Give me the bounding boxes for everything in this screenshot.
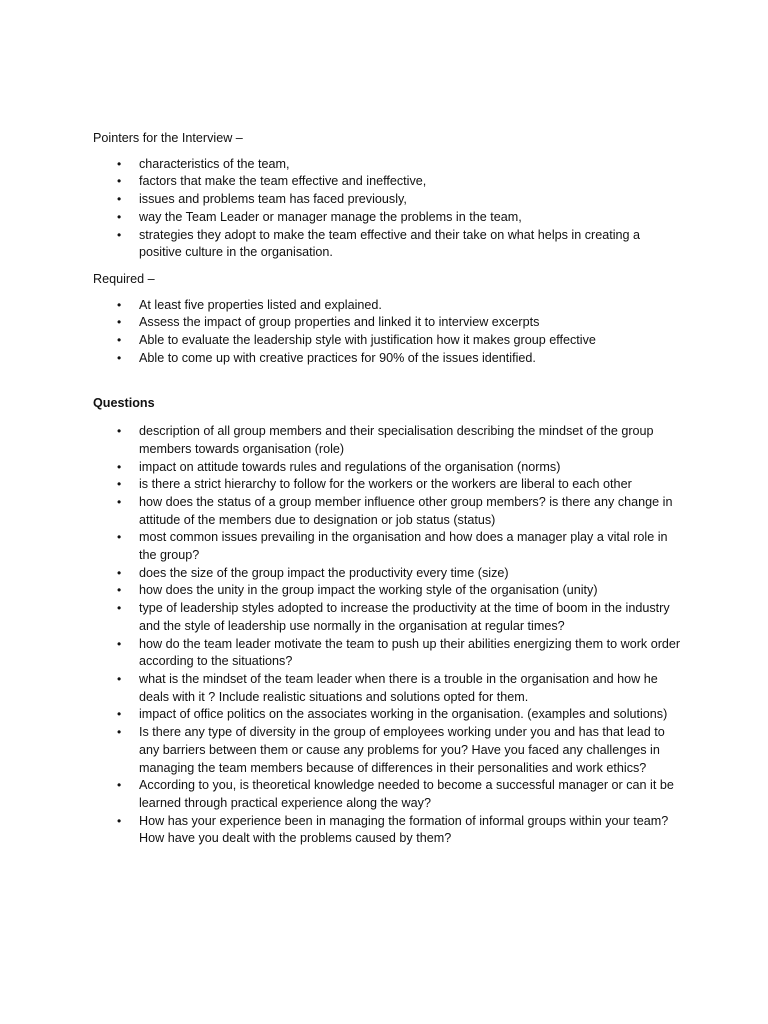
list-item-text: description of all group members and their specialisation describing the mindset of the group members towards organisation (role) — [139, 424, 654, 456]
bullet-icon: • — [117, 725, 122, 740]
list-item — [93, 297, 683, 315]
required-list — [93, 297, 683, 368]
bullet-icon: • — [117, 333, 122, 348]
list-item-text: way the Team Leader or manager manage the problems in the team, — [139, 209, 522, 224]
list-item-text: impact on attitude towards rules and regulations of the organisation (norms) — [139, 459, 561, 474]
list-item — [93, 671, 683, 706]
list-item-text: According to you, is theoretical knowledge needed to become a successful manager or can it be learned through practical experience along the way? — [139, 778, 674, 810]
list-item-text: impact of office politics on the associates working in the organisation. (examples and solutions) — [139, 707, 668, 722]
list-item — [93, 314, 683, 332]
list-item — [93, 582, 683, 600]
list-item — [93, 706, 683, 724]
questions-list — [93, 423, 683, 848]
bullet-icon: • — [117, 424, 122, 439]
list-item — [93, 777, 683, 812]
list-item — [93, 494, 683, 529]
bullet-icon: • — [117, 477, 122, 492]
bullet-icon: • — [117, 636, 122, 651]
list-item — [93, 636, 683, 671]
bullet-icon: • — [117, 156, 122, 171]
list-item-text: what is the mindset of the team leader when there is a trouble in the organisation and how he deals with it ? Include realistic situations and solutions opted for them. — [139, 671, 658, 704]
list-item-text: strategies they adopt to make the team effective and their take on what helps in creating a positive culture in the organisation. — [139, 227, 641, 260]
list-item — [93, 724, 683, 777]
document-content — [93, 130, 683, 848]
bullet-icon: • — [117, 778, 122, 793]
list-item-text: Able to come up with creative practices for 90% of the issues identified. — [139, 350, 536, 365]
bullet-icon: • — [117, 209, 122, 224]
bullet-icon: • — [117, 707, 122, 722]
list-item — [93, 156, 683, 174]
pointers-heading: Pointers for the Interview – — [93, 131, 243, 145]
bullet-icon: • — [117, 459, 122, 474]
bullet-icon: • — [117, 494, 122, 509]
bullet-icon: • — [117, 583, 122, 598]
list-item — [93, 350, 683, 368]
list-item — [93, 813, 683, 848]
list-item — [93, 529, 683, 564]
list-item-text: how does the status of a group member influence other group members? is there any change in attitude of the members due to designation or job status (status) — [139, 494, 673, 527]
bullet-icon: • — [117, 315, 122, 330]
bullet-icon: • — [117, 350, 122, 365]
list-item — [93, 332, 683, 350]
bullet-icon: • — [117, 565, 122, 580]
list-item-text: Is there any type of diversity in the group of employees working under you and has that lead to any barriers between them or cause any problems for you? Have you faced any challenges in managing the team members because of differences in their personalities and work ethics? — [139, 725, 665, 775]
list-item-text: type of leadership styles adopted to increase the productivity at the time of boom in the industry and the style of leadership use normally in the organisation at regular times? — [139, 601, 670, 633]
list-item-text: is there a strict hierarchy to follow for the workers or the workers are liberal to each other — [139, 477, 632, 492]
list-item — [93, 565, 683, 583]
bullet-icon: • — [117, 297, 122, 312]
bullet-icon: • — [117, 192, 122, 207]
required-heading: Required – — [93, 271, 155, 286]
list-item — [93, 191, 683, 209]
list-item-text: Able to evaluate the leadership style with justification how it makes group effective — [139, 333, 596, 348]
list-item-text: characteristics of the team, — [139, 156, 290, 171]
list-item — [93, 476, 683, 494]
list-item — [93, 227, 683, 262]
bullet-icon: • — [117, 813, 122, 828]
list-item — [93, 423, 683, 458]
list-item-text: issues and problems team has faced previously, — [139, 192, 407, 207]
list-item-text: At least five properties listed and explained. — [139, 297, 382, 312]
list-item-text: does the size of the group impact the productivity every time (size) — [139, 565, 509, 580]
pointers-list — [93, 156, 683, 262]
list-item — [93, 459, 683, 477]
list-item-text: Assess the impact of group properties and linked it to interview excerpts — [139, 315, 540, 330]
bullet-icon: • — [117, 671, 122, 686]
list-item — [93, 600, 683, 635]
list-item-text: factors that make the team effective and ineffective, — [139, 174, 427, 189]
questions-heading: Questions — [93, 396, 155, 411]
list-item-text: how do the team leader motivate the team to push up their abilities energizing them to work order according to the situations? — [139, 636, 681, 669]
list-item-text: How has your experience been in managing the formation of informal groups within your team? How have you dealt with the problems caused by them? — [139, 813, 669, 846]
bullet-icon: • — [117, 227, 122, 242]
bullet-icon: • — [117, 174, 122, 189]
list-item — [93, 173, 683, 191]
list-item — [93, 209, 683, 227]
bullet-icon: • — [117, 601, 122, 616]
bullet-icon: • — [117, 530, 122, 545]
list-item-text: how does the unity in the group impact the working style of the organisation (unity) — [139, 583, 598, 598]
list-item-text: most common issues prevailing in the organisation and how does a manager play a vital role in the group? — [139, 530, 668, 563]
